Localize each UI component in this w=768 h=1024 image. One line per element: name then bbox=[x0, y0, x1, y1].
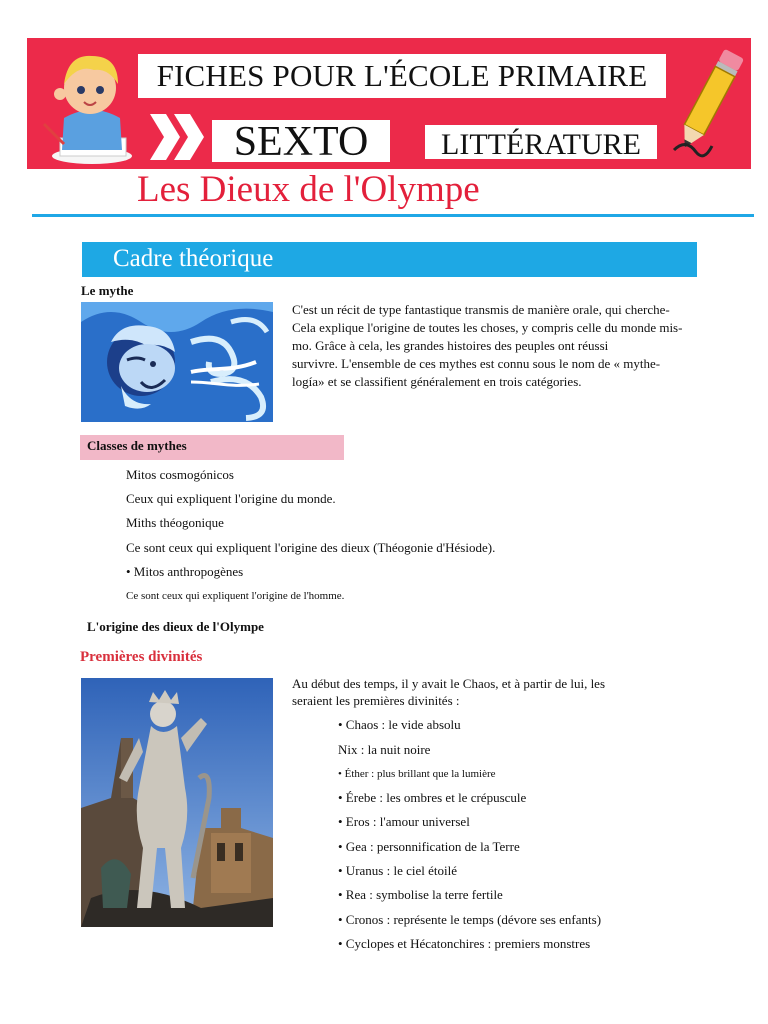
pencil-illustration bbox=[670, 42, 750, 167]
intro-paragraph bbox=[292, 675, 682, 709]
page-title: Les Dieux de l'Olympe bbox=[137, 169, 480, 210]
divinity-item: • Rea : symbolise la terre fertile bbox=[338, 887, 503, 902]
divinity-item: • Eros : l'amour universel bbox=[338, 814, 470, 829]
classes-heading: Classes de mythes bbox=[87, 438, 187, 453]
divinity-item: • Gea : personnification de la Terre bbox=[338, 839, 520, 854]
divinity-item: • Uranus : le ciel étoilé bbox=[338, 863, 457, 878]
divinity-item: • Éther : plus brillant que la lumière bbox=[338, 768, 496, 780]
mythe-line: C'est un récit de type fantastique transmis de manière orale, qui cherche- bbox=[292, 302, 670, 317]
divinity-item: • Érebe : les ombres et le crépuscule bbox=[338, 790, 527, 805]
child-reading-illustration bbox=[34, 40, 136, 168]
premieres-heading: Premières divinités bbox=[80, 649, 203, 665]
divinity-item: • Cronos : représente le temps (dévore ses enfants) bbox=[338, 912, 602, 927]
mythe-line: logía» et se classifient généralement en trois catégories. bbox=[292, 374, 582, 389]
divinity-item: Nix : la nuit noire bbox=[338, 742, 431, 757]
intro-line: seraient les premières divinités : bbox=[292, 693, 460, 708]
title-divider bbox=[32, 214, 754, 217]
divinity-item: • Cyclopes et Hécatonchires : premiers monstres bbox=[338, 936, 591, 951]
subject-label: LITTÉRATURE bbox=[441, 128, 641, 161]
classes-item: Miths théogonique bbox=[126, 515, 224, 530]
mythe-paragraph bbox=[292, 301, 712, 391]
mythe-line: mo. Grâce à cela, les grandes histoires des peuples ont réussi bbox=[292, 338, 609, 353]
origine-heading: L'origine des dieux de l'Olympe bbox=[87, 619, 264, 634]
classes-item: Ce sont ceux qui expliquent l'origine de l'homme. bbox=[126, 590, 345, 602]
grade-label: SEXTO bbox=[233, 119, 369, 165]
classes-item: Ce sont ceux qui expliquent l'origine des dieux (Théogonie d'Hésiode). bbox=[126, 540, 496, 555]
chevrons-decoration bbox=[150, 108, 210, 166]
neptune-statue-photo bbox=[81, 678, 273, 927]
wind-god-illustration bbox=[81, 302, 273, 422]
classes-item: • Mitos anthropogènes bbox=[126, 564, 244, 579]
banner-title: FICHES POUR L'ÉCOLE PRIMAIRE bbox=[156, 58, 648, 93]
classes-item: Ceux qui expliquent l'origine du monde. bbox=[126, 491, 336, 506]
mythe-line: survivre. L'ensemble de ces mythes est connu sous le nom de « mythe- bbox=[292, 356, 661, 371]
intro-line: Au début des temps, il y avait le Chaos, et à partir de lui, les bbox=[292, 676, 606, 691]
mythe-heading: Le mythe bbox=[81, 283, 134, 298]
mythe-line: Cela explique l'origine de toutes les choses, y compris celle du monde mis- bbox=[292, 320, 683, 335]
classes-item: Mitos cosmogónicos bbox=[126, 467, 234, 482]
divinity-item: • Chaos : le vide absolu bbox=[338, 717, 461, 732]
section-title: Cadre théorique bbox=[113, 245, 274, 272]
